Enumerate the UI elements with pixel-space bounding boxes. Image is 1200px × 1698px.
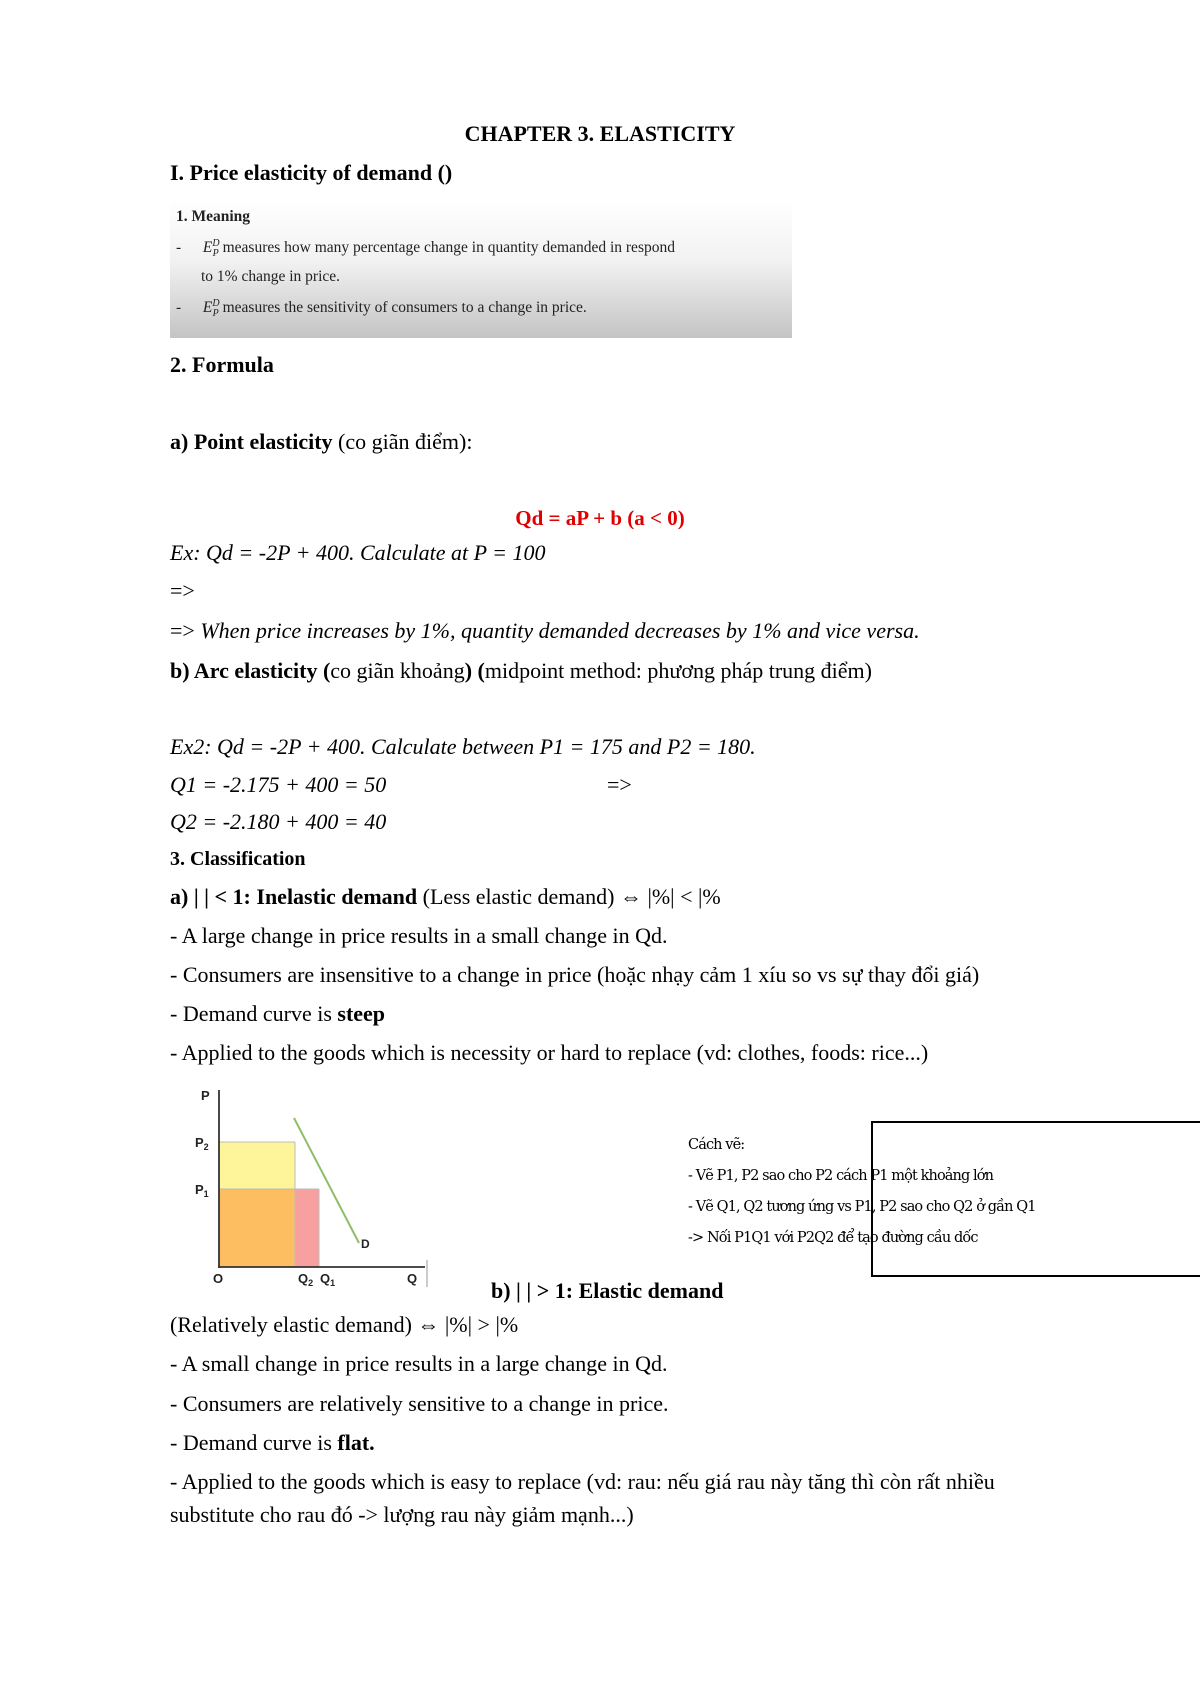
lower-rect — [219, 1189, 295, 1267]
upper-rect — [219, 1142, 295, 1189]
elastic-bullet-2: - Consumers are relatively sensitive to a change in price. — [170, 1391, 669, 1416]
section-heading-price-elasticity: I. Price elasticity of demand () — [170, 160, 453, 185]
red-rect — [295, 1189, 319, 1267]
inelastic-bullet-4: - Applied to the goods which is necessity or hard to replace (vd: clothes, foods: rice...) — [170, 1040, 929, 1065]
meaning-image — [170, 200, 792, 338]
demand-equation: Qd = aP + b (a < 0) — [515, 506, 685, 530]
origin-label: O — [213, 1271, 224, 1286]
inelastic-heading: a) | | < 1: Inelastic demand (Less elastic demand) ⇔ |%| < |% — [170, 884, 721, 909]
inelastic-demand-figure — [185, 1085, 435, 1287]
demand-label: D — [361, 1237, 370, 1251]
meaning-bullet-1: - $E^D_P$ measures how many percentage change in quantity demanded in respond — [176, 238, 675, 260]
point-elasticity-line: a) Point elasticity (co giãn điểm): — [170, 429, 473, 454]
drawing-note-line-1: - Vẽ P1, P2 sao cho P2 cách P1 một khoảng lớn — [688, 1168, 994, 1184]
example-2-q1: Q1 = -2.175 + 400 = 50 — [170, 772, 387, 797]
meaning-title: 1. Meaning — [176, 208, 251, 225]
example-2-arrow: => — [607, 772, 632, 797]
meaning-bullet-2: - $E^D_P$ measures the sensitivity of consumers to a change in price. — [176, 298, 587, 320]
meaning-bullet-1-cont: to 1% change in price. — [201, 268, 341, 285]
example-2-q2: Q2 = -2.180 + 400 = 40 — [170, 809, 387, 834]
drawing-frame — [871, 1121, 1200, 1277]
elastic-bullet-1: - A small change in price results in a large change in Qd. — [170, 1351, 668, 1376]
elasticity-symbol: $E^D_P$ — [202, 238, 220, 260]
inelastic-bullet-1: - A large change in price results in a small change in Qd. — [170, 923, 668, 948]
q-axis-label: Q — [407, 1271, 418, 1286]
example-1-arrow: => — [170, 578, 195, 603]
classification-heading: 3. Classification — [170, 848, 306, 870]
q1-label: $Q_1$ — [320, 1271, 336, 1287]
example-1: Ex: Qd = -2P + 400. Calculate at P = 100 — [170, 540, 546, 565]
drawing-note-title: Cách vẽ: — [688, 1137, 745, 1153]
chapter-title: CHAPTER 3. ELASTICITY — [464, 121, 736, 146]
p-axis-label: P — [201, 1088, 210, 1103]
inelastic-bullet-2: - Consumers are insensitive to a change in price (hoặc nhạy cảm 1 xíu so vs sự thay đổi giá) — [170, 962, 980, 987]
elastic-bullet-4: - Applied to the goods which is easy to replace (vd: rau: nếu giá rau này tăng thì còn rất nhiều — [170, 1469, 995, 1494]
example-2: Ex2: Qd = -2P + 400. Calculate between P1 = 175 and P2 = 180. — [170, 734, 756, 759]
q2-label: $Q_2$ — [298, 1271, 314, 1287]
elastic-subtitle: (Relatively elastic demand) ⇔ |%| > |% — [170, 1312, 519, 1337]
p2-label: $P_2$ — [195, 1135, 209, 1152]
elastic-bullet-3: - Demand curve is flat. — [170, 1430, 375, 1455]
elastic-bullet-4-cont: substitute cho rau đó -> lượng rau này giảm mạnh...) — [170, 1502, 634, 1527]
p1-label: $P_1$ — [195, 1182, 209, 1199]
inelastic-bullet-3: - Demand curve is steep — [170, 1001, 386, 1026]
arc-elasticity-line: b) Arc elasticity (co giãn khoảng) (midpoint method: phương pháp trung điểm) — [170, 658, 872, 683]
elastic-heading: b) | | > 1: Elastic demand — [491, 1278, 724, 1303]
drawing-note-line-3: -> Nối P1Q1 với P2Q2 để tạo đường cầu dốc — [688, 1230, 978, 1246]
elasticity-symbol: $E^D_P$ — [202, 298, 220, 320]
drawing-note-line-2: - Vẽ Q1, Q2 tương ứng vs P1, P2 sao cho Q2 ở gần Q1 — [688, 1199, 1036, 1215]
formula-heading: 2. Formula — [170, 352, 274, 377]
example-1-conclusion: => When price increases by 1%, quantity demanded decreases by 1% and vice versa. — [170, 618, 920, 643]
